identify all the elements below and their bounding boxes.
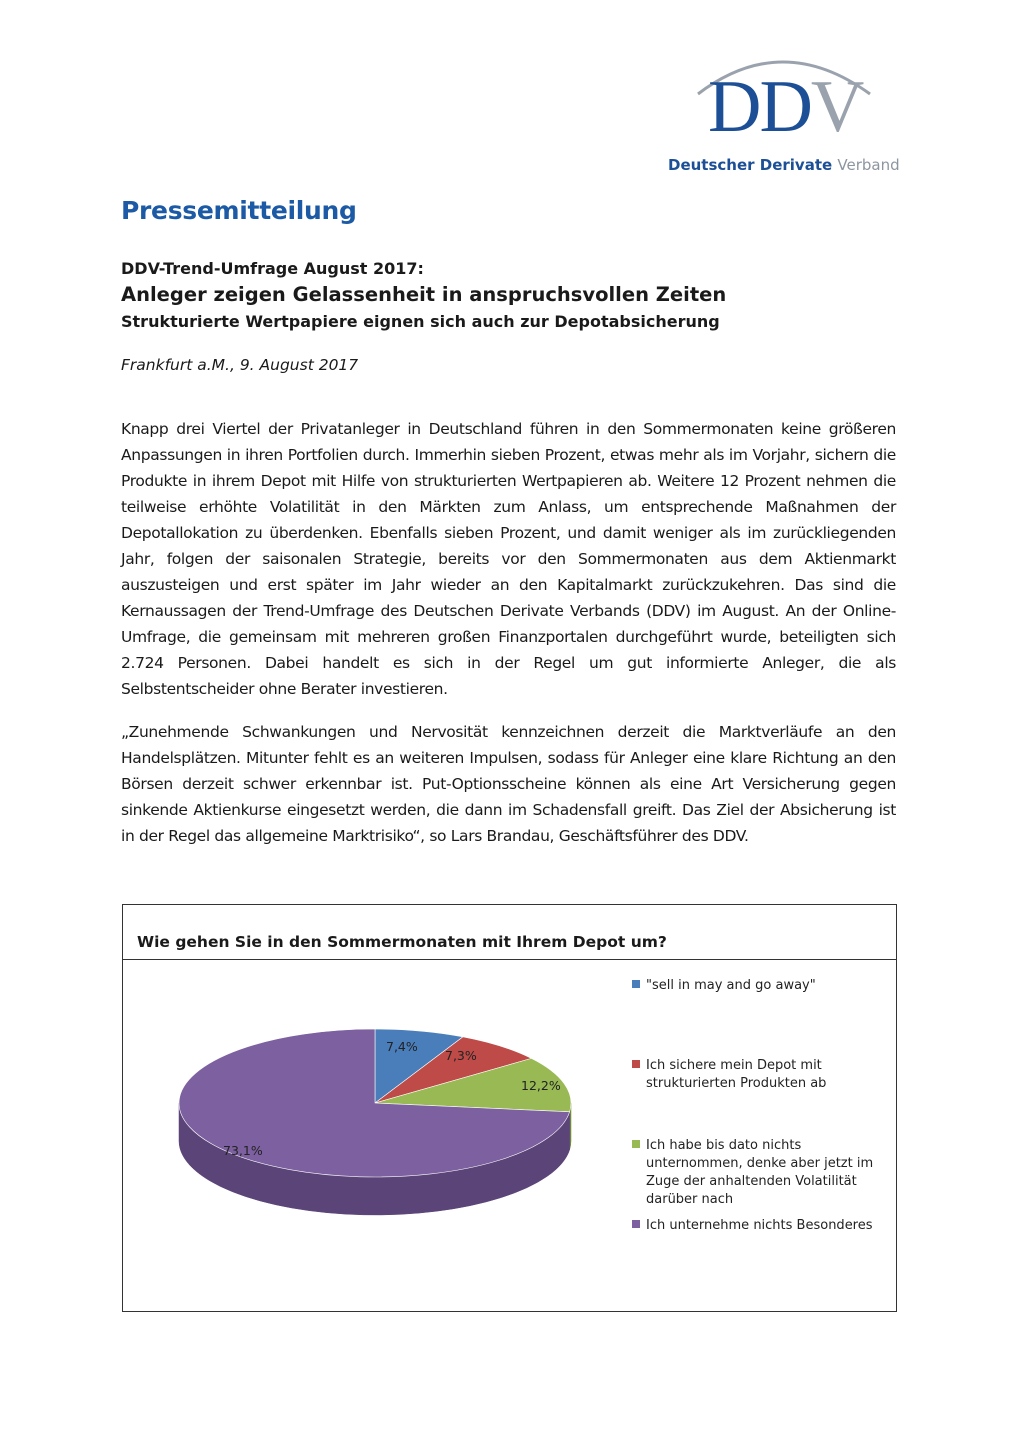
logo-name-bold: Deutscher Derivate [668,156,833,174]
pie-data-label: 7,3% [445,1048,477,1063]
legend-label: "sell in may and go away" [646,978,816,993]
document-type: Pressemitteilung [121,196,357,225]
logo-letters-accent: V [810,66,863,148]
pie-data-label: 12,2% [521,1078,561,1093]
legend-swatch [632,1220,640,1228]
chart-legend [632,978,873,1233]
legend-label: strukturierten Produkten ab [646,1076,827,1091]
legend-label: darüber nach [646,1192,734,1207]
body-paragraph: Knapp drei Viertel der Privatanleger in Deutschland führen in den Sommermonaten keine größeren Anpassungen in ihren Portfolien durch. Immerhin sieben Prozent, etwas mehr als im Vorjahr, sichern die Produkte in ihrem Depot mit Hilfe von strukturierten Wertpapieren ab. Weitere 12 Prozent nehmen die teilweise erhöhte Volatilität in den Märkten zum Anlass, um entsprechende Maßnahmen der Depotallokation zu überdenken. Ebenfalls sieben Prozent, und damit weniger als im zurückliegenden Jahr, folgen der saisonalen Strategie, bereits vor den Sommermonaten aus dem Aktienmarkt auszusteigen und erst später im Jahr wieder an den Kapitalmarkt zurückzukehren. Das sind die Kernaussagen der Trend-Umfrage des Deutschen Derivate Verbands (DDV) im August. An der Online-Umfrage, die gemeinsam mit mehreren großen Finanzportalen durchgeführt wurde, beteiligten sich 2.724 Personen. Dabei handelt es sich in der Regel um gut informierte Anleger, die als Selbstentscheider ohne Berater investieren. [121,419,896,698]
legend-swatch [632,980,640,988]
logo-letters-main: DD [708,66,811,148]
dateline: Frankfurt a.M., 9. August 2017 [121,356,359,374]
legend-label: Ich habe bis dato nichts [646,1138,802,1153]
legend-label: Ich sichere mein Depot mit [646,1058,822,1073]
logo-organization-name [668,156,900,174]
body-paragraph: „Zunehmende Schwankungen und Nervosität kennzeichnen derzeit die Marktverläufe an den Handelsplätzen. Mitunter fehlt es an weiteren Impulsen, sodass für Anleger eine klare Richtung an den Börsen derzeit schwer erkennbar ist. Put-Optionsscheine können als eine Art Versicherung gegen sinkende Aktienkurse eingesetzt werden, die dann im Schadensfall greift. Das Ziel der Absicherung ist in der Regel das allgemeine Marktrisiko“, so Lars Brandau, Geschäftsführer des DDV. [121,722,896,845]
kicker: DDV-Trend-Umfrage August 2017: [121,259,424,278]
legend-swatch [632,1140,640,1148]
logo-name-light: Verband [837,156,900,174]
chart-title: Wie gehen Sie in den Sommermonaten mit Ihrem Depot um? [137,933,667,951]
ddv-logo [660,52,900,182]
logo-letters [708,66,863,148]
pie-data-label: 73,1% [223,1143,263,1158]
subheadline: Strukturierte Wertpapiere eignen sich auch zur Depotabsicherung [121,312,720,331]
pie-data-label: 7,4% [386,1039,418,1054]
legend-label: Zuge der anhaltenden Volatilität [646,1174,857,1189]
pie-chart [123,905,895,1310]
legend-label: unternommen, denke aber jetzt im [646,1156,874,1171]
chart-figure [122,904,897,1312]
headline: Anleger zeigen Gelassenheit in anspruchsvollen Zeiten [121,283,727,306]
legend-swatch [632,1060,640,1068]
legend-label: Ich unternehme nichts Besonderes [646,1218,873,1233]
